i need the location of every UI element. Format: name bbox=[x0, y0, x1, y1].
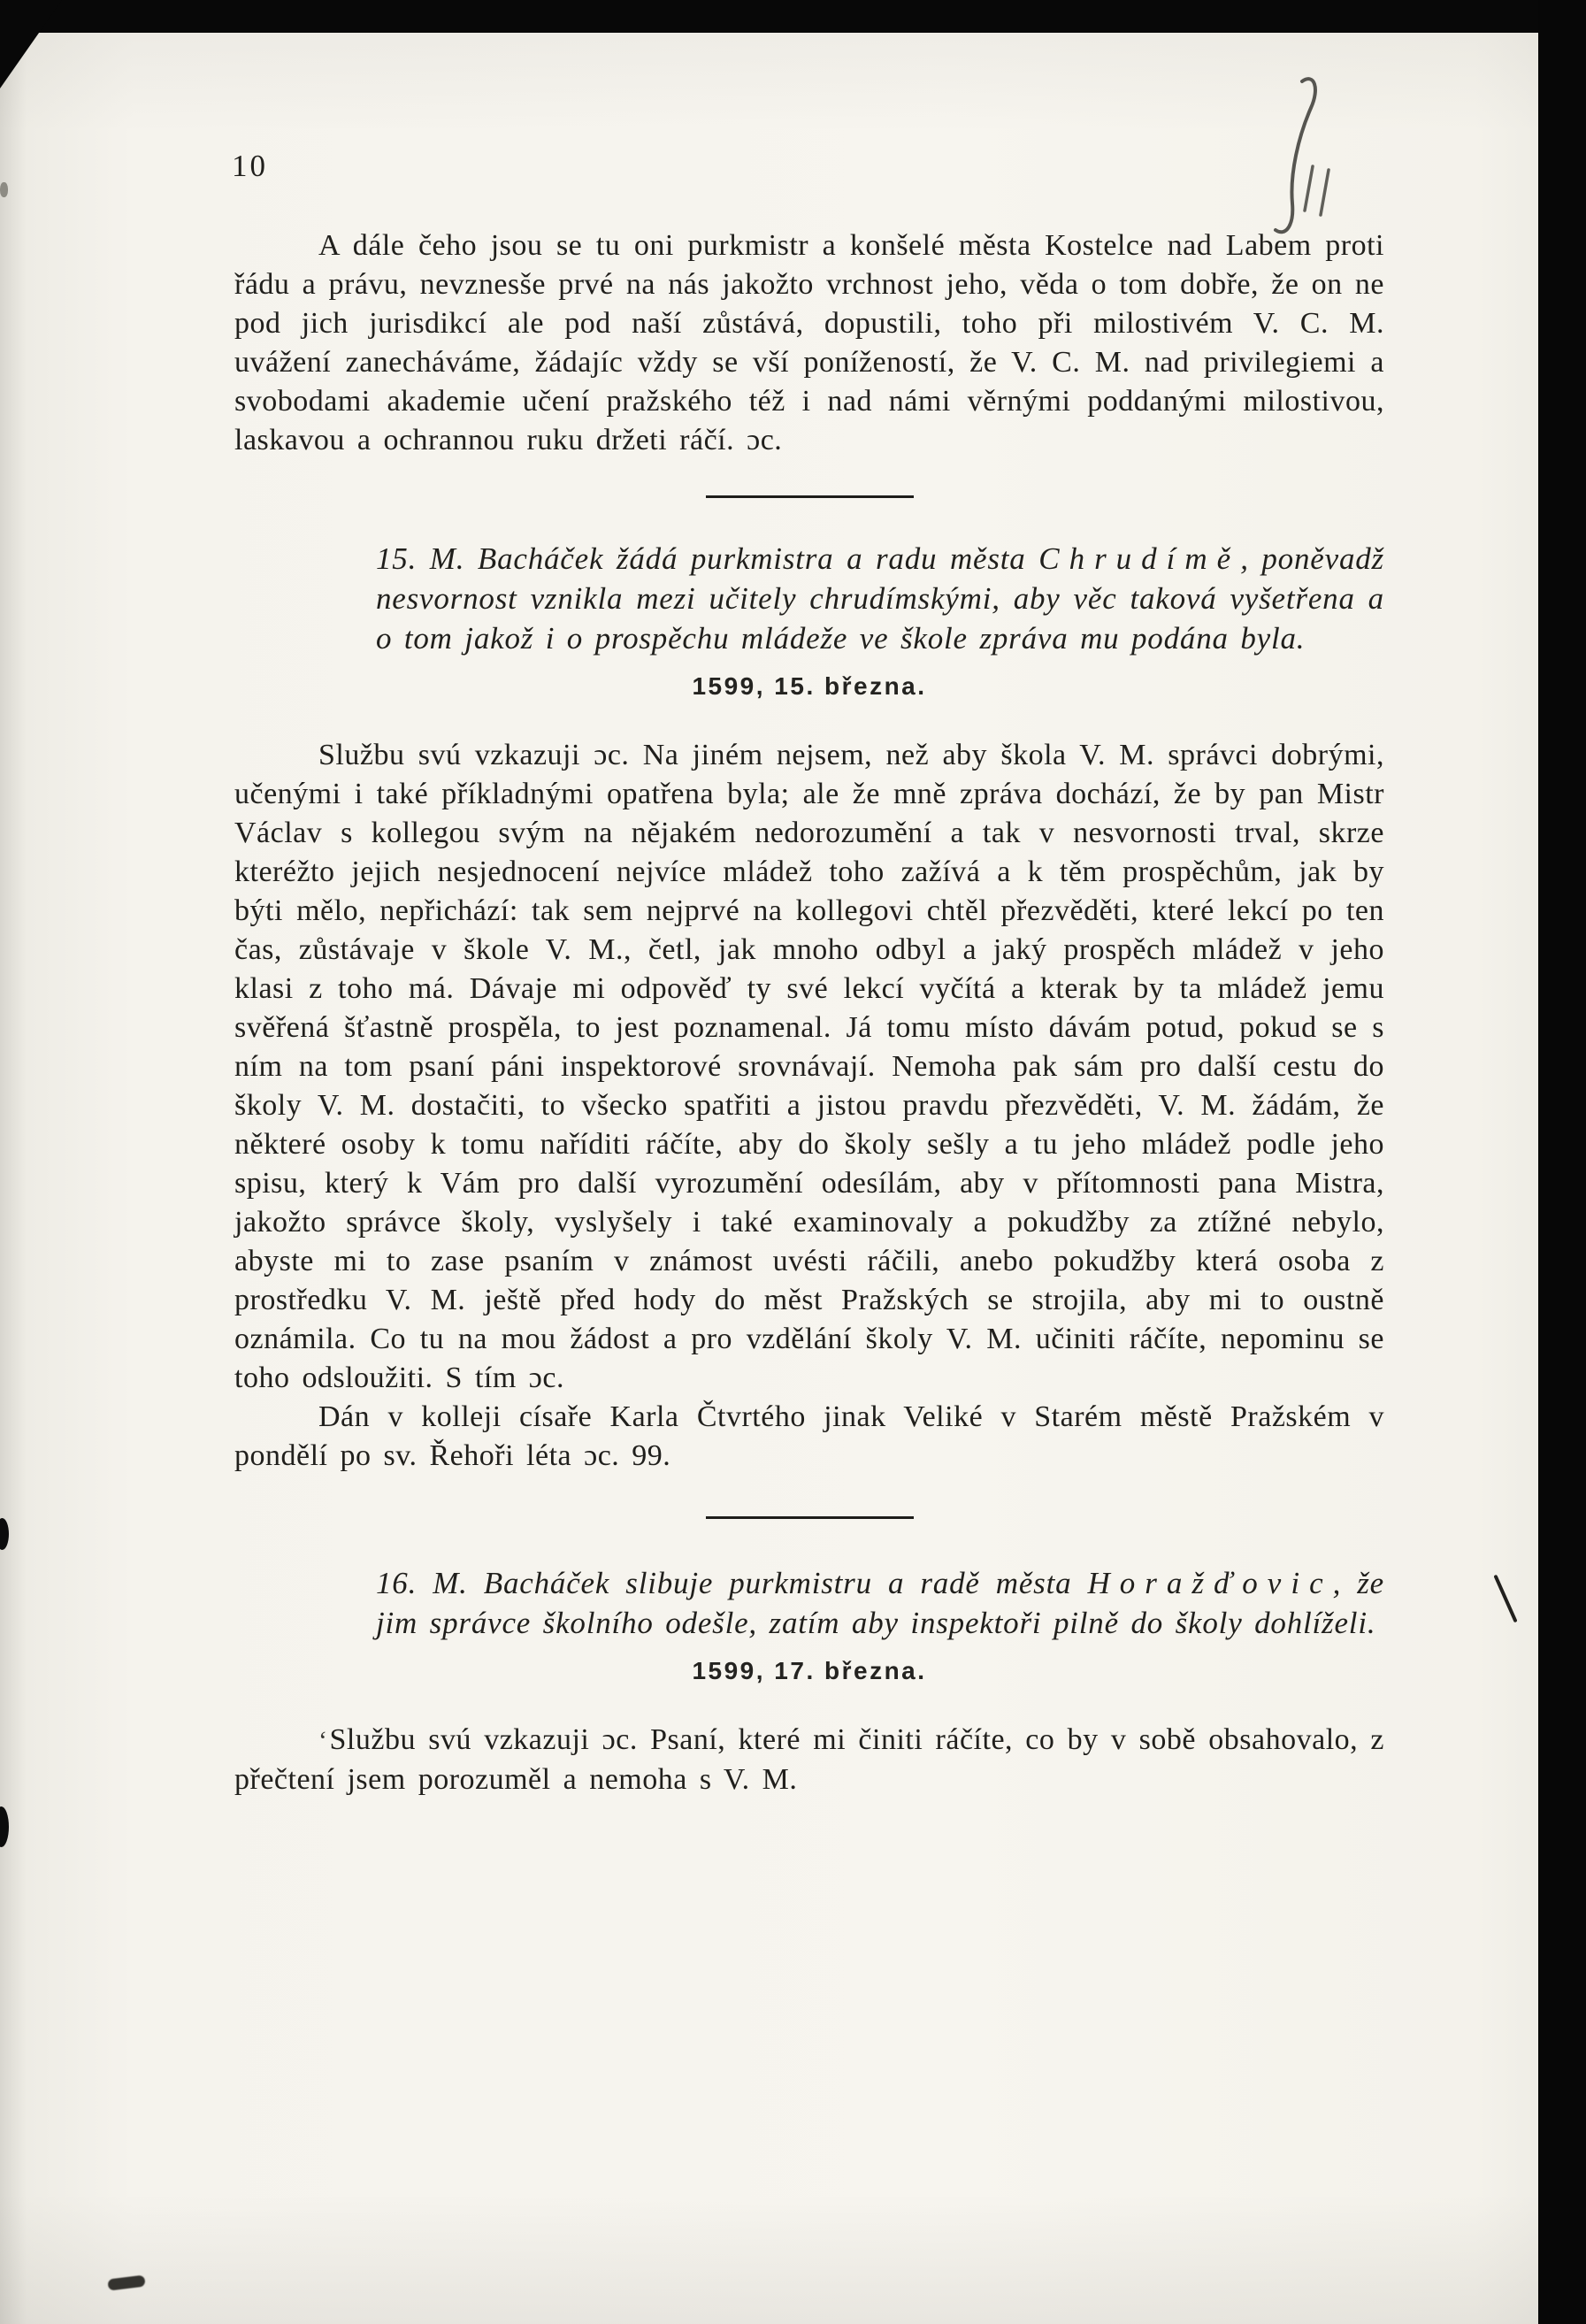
scan-speck-left-top bbox=[0, 182, 8, 197]
entry-16 bbox=[234, 1563, 1384, 1799]
entry-15 bbox=[234, 539, 1384, 1476]
entry-15-heading-text: 15. M. Bacháček žádá purkmistra a radu města bbox=[376, 541, 1039, 576]
scan-smudge-bottom bbox=[107, 2274, 145, 2290]
entry-15-date: 1599, 15. března. bbox=[692, 672, 927, 700]
entry-16-heading-city: Horažďovic bbox=[1087, 1566, 1333, 1600]
scan-speck-apostrophe bbox=[318, 1723, 330, 1756]
entry-16-heading bbox=[376, 1563, 1384, 1643]
section-divider bbox=[706, 1516, 914, 1519]
pen-mark-slash bbox=[1493, 1575, 1517, 1623]
scan-edge-right bbox=[1538, 0, 1586, 2324]
section-divider bbox=[706, 495, 914, 498]
entry-16-date: 1599, 17. března. bbox=[692, 1657, 927, 1684]
entry-16-letter-body-text: Službu svú vzkazuji ɔc. Psaní, které mi činiti ráčíte, co by v sobě obsahovalo, z přečtení jsem porozuměl a nemoha s V. M. bbox=[234, 1723, 1384, 1796]
text-column bbox=[234, 226, 1384, 1799]
entry-15-heading bbox=[376, 539, 1384, 658]
scan-corner-mark bbox=[0, 0, 62, 88]
scan-speck-left-2 bbox=[0, 1806, 9, 1847]
entry-15-letter-closing: Dán v kolleji císaře Karla Čtvrtého jinak Veliké v Starém městě Pražském v pondělí po sv. Řehoři léta ɔc. 99. bbox=[234, 1400, 1384, 1472]
entry-16-letter-body bbox=[234, 1721, 1384, 1799]
entry-16-heading-rest: , že jim správce školního odešle, zatím aby inspektoři pilně do školy dohlíželi. bbox=[376, 1566, 1384, 1640]
intro-paragraph: A dále čeho jsou se tu oni purkmistr a konšelé města Kostelce nad Labem proti řádu a právu, nevznesše prvé na nás jakožto vrchnost jeho, věda o tom dobře, že on ne pod jich jurisdikcí ale pod naší zůstává, dopustili, toho při milostivém V. C. M. uvážení zanecháváme, žádajíc vždy se vší ponížeností, že V. C. M. nad privilegiemi a svobodami akademie učení pražského též i nad námi věrnými poddanými milostivou, laskavou a ochrannou ruku držeti ráčí. ɔc. bbox=[234, 229, 1384, 456]
entry-15-letter-body: Službu svú vzkazuji ɔc. Na jiném nejsem, než aby škola V. M. správci dobrými, učenými i také příkladnými opatřena byla; ale že mně zpráva dochází, že by pan Mistr Václav s kollegou svým na nějakém nedorozumění a tak v nesvornosti trval, skrze kteréžto jejich nesjednocení nejvíce mládež toho zažívá a k těm prospěchům, jak by býti mělo, nepřichází: tak sem nejprvé na kollegovi chtěl přezvěděti, které lekcí po ten čas, zůstávaje v škole V. M., četl, jak mnoho odbyl a jaký prospěch mládež v jeho klasi z toho má. Dávaje mi odpověď ty své lekcí vyčítá a kterak by ta mládež jemu svěřená šťastně prospěla, to jest poznamenal. Já tomu místo dávám potud, pokud se s ním na tom psaní páni inspektorové srovnávají. Nemoha pak sám pro další cestu do školy V. M. dostačiti, to všecko spatřiti a jistou pravdu přezvěděti, V. M. žádám, že některé osoby k tomu naříditi ráčíte, aby do školy sešly a tu jeho mládež podle jeho spisu, který k Vám pro další vyrozumění odesílám, aby v přítomnosti pana Mistra, jakožto správce školy, vyslyšely i také examinovaly a pokudžby za ztížné nebylo, abyste mi to zase psaním v známost uvésti ráčili, anebo pokudžby která osoba z prostředku V. M. ještě před hody do měst Pražských se strojila, aby mi to oustně oznámila. Co tu na mou žádost a pro vzdělání školy V. M. učiniti ráčíte, nepominu se toho odsloužiti. S tím ɔc. bbox=[234, 739, 1384, 1394]
entry-15-heading-rest: , poněvadž nesvornost vznikla mezi učitely chrudímskými, aby věc taková vyšetřena a o tom jakož i o prospěchu mládeže ve škole zpráva mu podána byla. bbox=[376, 541, 1384, 656]
pen-mark-f-stroke bbox=[1263, 69, 1369, 255]
entry-16-heading-text: 16. M. Bacháček slibuje purkmistru a radě města bbox=[376, 1566, 1088, 1600]
entry-15-heading-city: Chrudímě bbox=[1038, 541, 1241, 576]
page-number: 10 bbox=[232, 149, 268, 183]
scan-speck-left-1 bbox=[0, 1518, 9, 1550]
scan-edge-top bbox=[0, 0, 1586, 33]
